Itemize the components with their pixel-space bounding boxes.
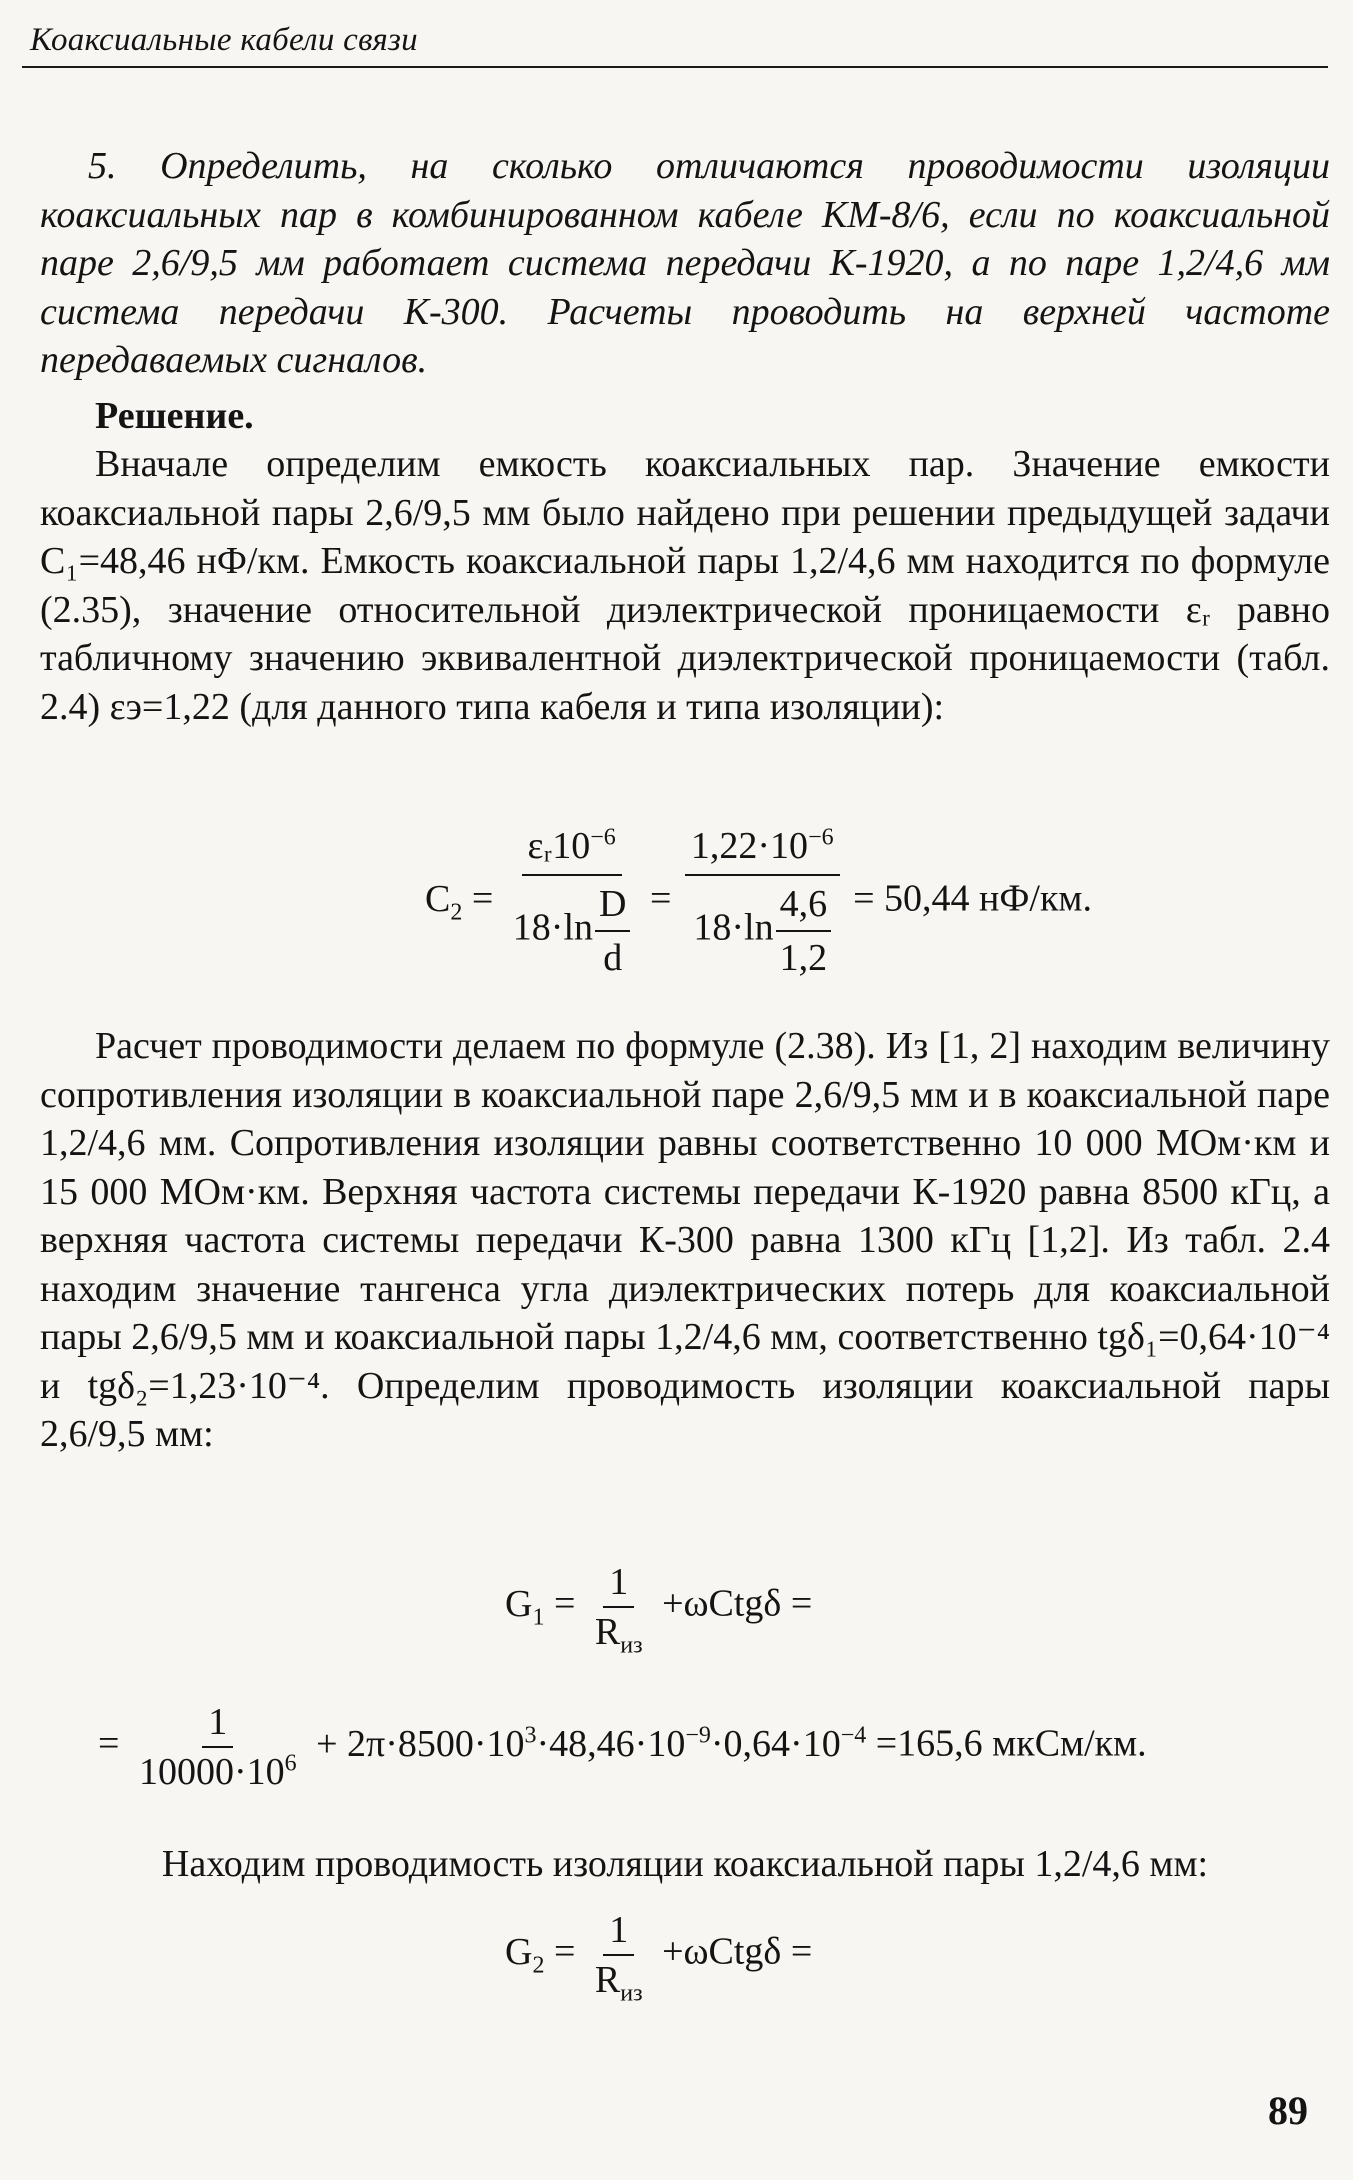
solution-paragraph-3: Находим проводимость изоляции коаксиальной пары 1,2/4,6 мм: xyxy=(161,1843,1209,1885)
formula-capacitance-c2 xyxy=(425,820,1092,984)
fraction-numeric: $1,22\cdot 10^{-6}$ 18·ln $\frac{4,6}{1,2}$ xyxy=(685,820,840,984)
fraction-resistance-value: $\frac{1}{10000\cdot 10^6}$ xyxy=(138,1701,297,1793)
task-statement: 5. Определить, на сколько отличаются проводимости изоляции коаксиальных пар в комбинированном кабеле КМ-8/6, если по коаксиальной паре 2,6/9,5 мм работает система передачи К-1920, а по паре 1,2/4,6 мм система передачи К-300. Расчеты проводить на верхней частоте передаваемых сигналов. xyxy=(40,145,1330,381)
formula-conductance-g1: $G_1$ = $\frac{1}{R_{из}}$ +ωCtgδ = xyxy=(505,1561,813,1659)
formula-equals: = xyxy=(649,877,672,920)
formula-result: = 50,44 нФ/км. xyxy=(853,877,1092,920)
formula-conductance-g1-numeric: = $\frac{1}{10000\cdot 10^6}$ + $2\pi\cdot 8500\cdot 10^3\cdot 48,46\cdot 10^{-9}\cdot 0,64\cdot 10^{-4} =165,6$ мкСм/км. xyxy=(98,1701,1147,1793)
formula-equals: = xyxy=(471,877,494,920)
solution-paragraph-2: Расчет проводимости делаем по формуле (2.38). Из [1, 2] находим величину сопротивления изоляции в коаксиальной паре 2,6/9,5 мм и в коаксиальной паре 1,2/4,6 мм. Сопротивления изоляции равны соответственно 10 000 МОм·км и 15 000 МОм·км. Верхняя частота системы передачи К-1920 равна 8500 кГц, а верхняя частота системы передачи К-300 равна 1300 кГц [1,2]. Из табл. 2.4 находим значение тангенса угла диэлектрических потерь для коаксиальной пары 2,6/9,5 мм и коаксиальной пары 1,2/4,6 мм, соответственно tgδ₁=0,64·10⁻⁴ и tgδ₂=1,23·10⁻⁴. Определим проводимость изоляции коаксиальной пары 2,6/9,5 мм: xyxy=(40,1025,1330,1455)
solution-heading: Решение. xyxy=(95,395,254,437)
running-head: Коаксиальные кабели связи xyxy=(30,22,418,58)
fraction-general: $\varepsilon ᵣ10^{-6}$ 18·ln $\frac{D}{d}$ xyxy=(507,820,637,984)
formula-lhs: $C_2$ xyxy=(425,877,463,926)
fraction-inverse-resistance: $\frac{1}{R_{из}}$ xyxy=(594,1561,643,1659)
formula-conductance-g2: $G_2$ = $\frac{1}{R_{из}}$ +ωCtgδ = xyxy=(505,1909,813,2007)
header-rule xyxy=(22,66,1328,68)
page-number: 89 xyxy=(1268,2088,1308,2133)
formula-result: =165,6 мкСм/км. xyxy=(875,1722,1147,1765)
fraction-inverse-resistance: $\frac{1}{R_{из}}$ xyxy=(594,1909,643,2007)
solution-paragraph-1: Вначале определим емкость коаксиальных пар. Значение емкости коаксиальной пары 2,6/9,5 мм было найдено при решении предыдущей задачи C₁=48,46 нФ/км. Емкость коаксиальной пары 1,2/4,6 мм находится по формуле (2.35), значение относительной диэлектрической проницаемости εᵣ равно табличному значению эквивалентной диэлектрической проницаемости (табл. 2.4) εэ=1,22 (для данного типа кабеля и типа изоляции): xyxy=(40,443,1330,728)
